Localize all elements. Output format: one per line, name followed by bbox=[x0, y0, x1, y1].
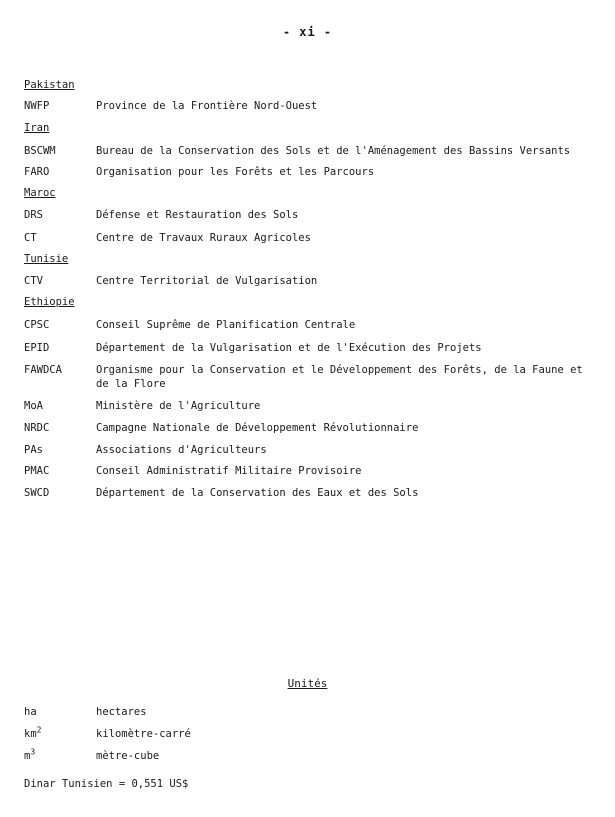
country-heading: Maroc bbox=[24, 187, 56, 199]
currency-rate: Dinar Tunisien = 0,551 US$ bbox=[24, 778, 189, 790]
definition: Conseil Administratif Militaire Provisoire bbox=[96, 465, 362, 477]
unit-base: km bbox=[24, 728, 37, 740]
abbreviation: DRS bbox=[24, 209, 43, 221]
unit-name: mètre-cube bbox=[96, 750, 160, 762]
group-maroc bbox=[24, 186, 594, 244]
unit-symbol bbox=[24, 705, 94, 719]
definition: Centre Territorial de Vulgarisation bbox=[96, 275, 318, 287]
abbreviation: NWFP bbox=[24, 100, 50, 112]
abbreviation: CPSC bbox=[24, 319, 50, 331]
definition: Campagne Nationale de Développement Révolutionnaire bbox=[96, 422, 419, 434]
abbreviation: FARO bbox=[24, 166, 50, 178]
group-ethiopie bbox=[24, 295, 594, 499]
abbreviation: CT bbox=[24, 232, 37, 244]
country-heading: Pakistan bbox=[24, 79, 75, 91]
definition: Centre de Travaux Ruraux Agricoles bbox=[96, 232, 311, 244]
abbreviation: SWCD bbox=[24, 487, 50, 499]
abbreviation: BSCWM bbox=[24, 145, 56, 157]
definition: Conseil Suprême de Planification Centrale bbox=[96, 319, 356, 331]
abbreviation: NRDC bbox=[24, 422, 50, 434]
unit-name: kilomètre-carré bbox=[96, 728, 191, 740]
unit-symbol bbox=[24, 749, 94, 763]
abbreviation: PAs bbox=[24, 444, 43, 456]
country-heading: Ethiopie bbox=[24, 296, 75, 308]
units-title: Unités bbox=[287, 677, 328, 690]
definition: Département de la Conservation des Eaux et des Sols bbox=[96, 487, 419, 499]
definition: Département de la Vulgarisation et de l'Exécution des Projets bbox=[96, 342, 482, 354]
group-tunisie bbox=[24, 252, 594, 287]
page-number: - xi - bbox=[282, 25, 333, 39]
definition: Ministère de l'Agriculture bbox=[96, 400, 261, 412]
definition: Défense et Restauration des Sols bbox=[96, 209, 299, 221]
unit-exponent: 2 bbox=[36, 725, 42, 735]
unit-base: ha bbox=[24, 706, 37, 718]
country-heading: Iran bbox=[24, 122, 50, 134]
unit-name: hectares bbox=[96, 706, 147, 718]
definition: Province de la Frontière Nord-Ouest bbox=[96, 100, 318, 112]
unit-exponent: 3 bbox=[30, 747, 36, 757]
abbreviation: FAWDCA bbox=[24, 364, 62, 376]
abbreviation: EPID bbox=[24, 342, 50, 354]
definition: Organisme pour la Conservation et le Développement des Forêts, de la Faune et de la Flore bbox=[96, 364, 583, 390]
abbreviation: MoA bbox=[24, 400, 43, 412]
group-pakistan bbox=[24, 78, 594, 112]
abbreviation: PMAC bbox=[24, 465, 50, 477]
definition: Associations d'Agriculteurs bbox=[96, 444, 267, 456]
unit-symbol bbox=[24, 727, 94, 741]
abbreviation: CTV bbox=[24, 275, 43, 287]
definition: Bureau de la Conservation des Sols et de l'Aménagement des Bassins Versants bbox=[96, 145, 571, 157]
unit-base: m bbox=[24, 750, 31, 762]
country-heading: Tunisie bbox=[24, 253, 69, 265]
group-iran bbox=[24, 121, 594, 178]
definition: Organisation pour les Forêts et les Parcours bbox=[96, 166, 375, 178]
